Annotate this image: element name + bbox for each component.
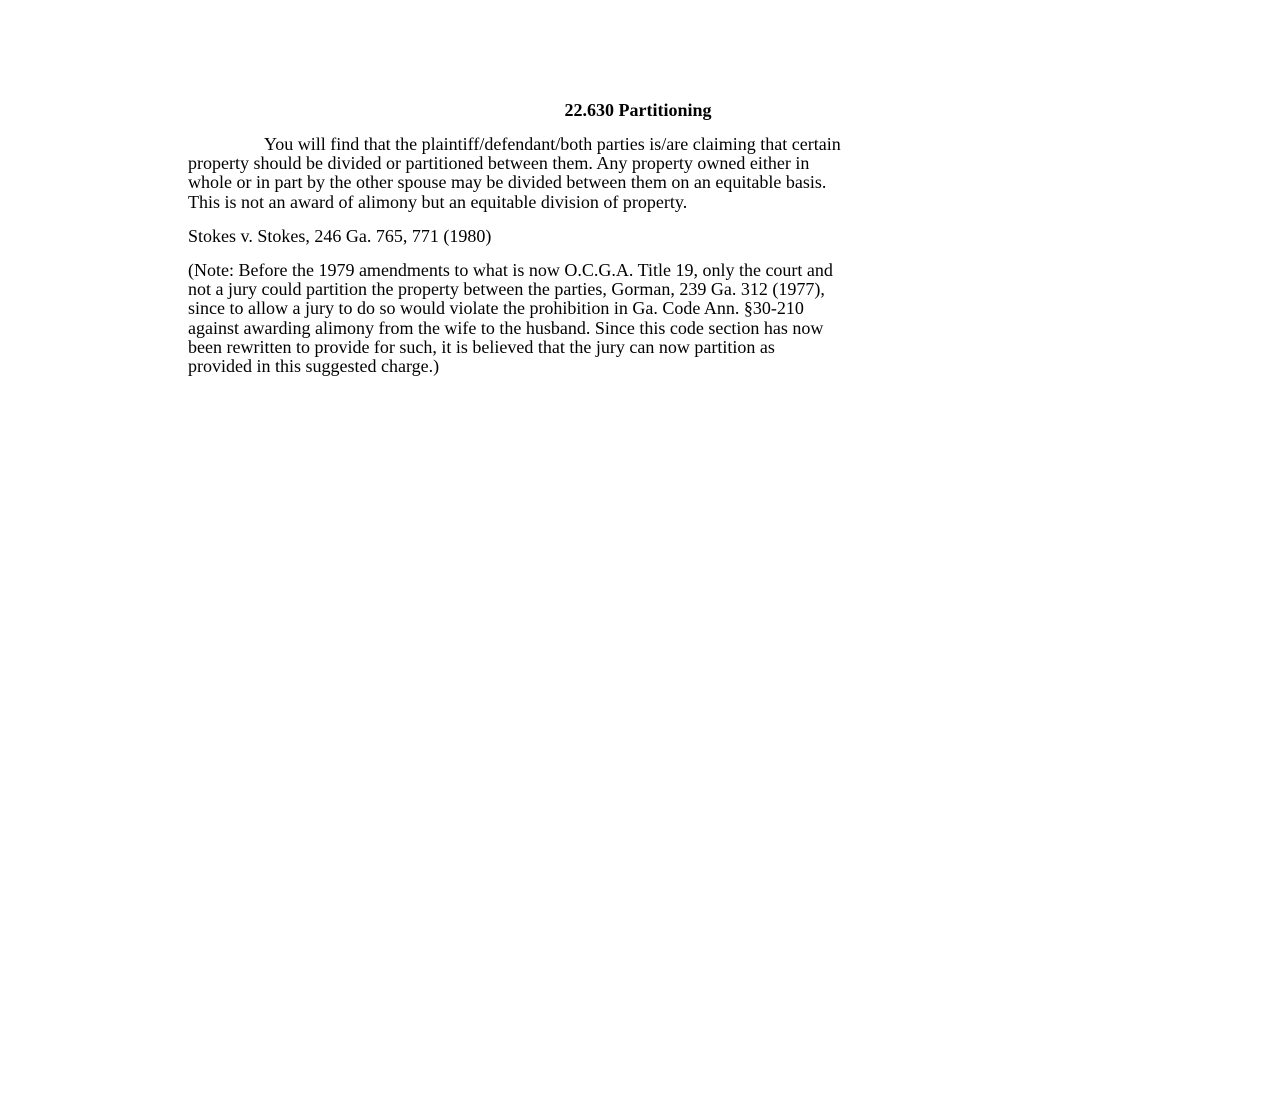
note-line: (Note: Before the 1979 amendments to what is now O.C.G.A. Title 19, only the court and xyxy=(188,260,833,281)
note-line: since to allow a jury to do so would violate the prohibition in Ga. Code Ann. §30-210 xyxy=(188,298,804,319)
document-page xyxy=(188,99,1088,391)
body-line: This is not an award of alimony but an equitable division of property. xyxy=(188,191,688,212)
body-line: property should be divided or partitioned between them. Any property owned either in xyxy=(188,153,810,174)
case-citation: Stokes v. Stokes, 246 Ga. 765, 771 (1980) xyxy=(188,225,492,246)
body-line: whole or in part by the other spouse may be divided between them on an equitable basis. xyxy=(188,172,827,193)
note-line: against awarding alimony from the wife to the husband. Since this code section has now xyxy=(188,317,824,338)
body-line: You will find that the plaintiff/defendant/both parties is/are claiming that certain xyxy=(264,134,841,154)
body-paragraph xyxy=(188,135,1088,212)
note-line: provided in this suggested charge.) xyxy=(188,356,440,377)
citation-paragraph xyxy=(188,227,1088,246)
note-line: not a jury could partition the property between the parties, Gorman, 239 Ga. 312 (1977), xyxy=(188,279,825,300)
note-line: been rewritten to provide for such, it is believed that the jury can now partition as xyxy=(188,336,775,357)
section-title: 22.630 Partitioning xyxy=(564,100,712,120)
note-paragraph xyxy=(188,261,1088,376)
